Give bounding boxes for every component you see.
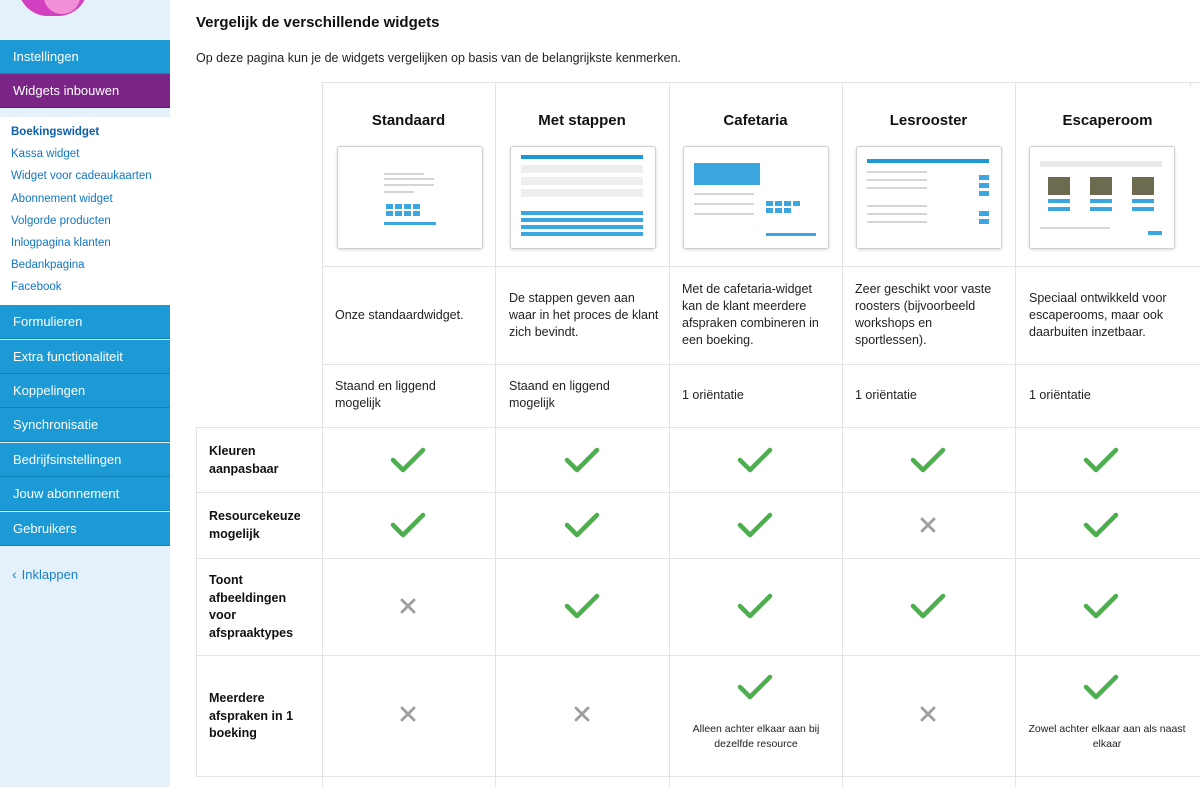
thumb-bar <box>521 218 643 222</box>
check-icon <box>737 511 773 539</box>
thumb-line <box>521 189 643 197</box>
thumb-btn <box>1048 199 1070 203</box>
check-icon <box>1083 446 1119 474</box>
thumb-btn <box>1090 199 1112 203</box>
sub-item-cadeaukaarten[interactable]: Widget voor cadeaukaarten <box>11 170 152 183</box>
nav-gebruikers[interactable]: Gebruikers <box>0 512 170 546</box>
thumb-line <box>867 213 927 215</box>
thumb-line <box>384 191 414 193</box>
column-header-lesrooster: Lesrooster <box>889 112 968 129</box>
description-met-stappen: De stappen geven aan waar in het proces de klant zich bevindt. <box>509 291 659 339</box>
column-header-escaperoom: Escaperoom <box>1062 112 1153 129</box>
thumb-line <box>521 165 643 173</box>
chevron-left-icon: ‹ <box>12 566 17 582</box>
thumb-block <box>694 163 760 185</box>
check-icon <box>390 511 426 539</box>
thumb-line <box>867 171 927 173</box>
thumb-bar <box>867 159 989 163</box>
grid-hline <box>196 492 1200 493</box>
sub-item-volgorde-producten[interactable]: Volgorde producten <box>11 214 111 227</box>
cross-icon <box>399 705 417 723</box>
column-header-cafetaria: Cafetaria <box>723 112 788 129</box>
note-cafetaria-multi: Alleen achter elkaar aan bij dezelfde resource <box>692 723 820 750</box>
grid-vline <box>669 82 670 787</box>
thumbnail-escaperoom[interactable] <box>1029 146 1175 249</box>
thumb-cell <box>793 201 800 206</box>
check-icon <box>564 446 600 474</box>
orientation-escaperoom: 1 oriëntatie <box>1029 388 1091 402</box>
thumb-line <box>1040 161 1162 167</box>
thumb-cell <box>775 208 782 213</box>
row-label-meerdere-afspraken: Meerdere afspraken in 1 boeking <box>209 691 294 740</box>
grid-hline <box>196 558 1200 559</box>
sub-item-bedankpagina[interactable]: Bedankpagina <box>11 259 85 272</box>
cross-icon <box>573 705 591 723</box>
orientation-standaard: Staand en liggend mogelijk <box>335 379 436 410</box>
orientation-cafetaria: 1 oriëntatie <box>682 388 744 402</box>
description-escaperoom: Speciaal ontwikkeld voor escaperooms, maar ook daarbuiten inzetbaar. <box>1029 291 1167 339</box>
grid-hline <box>196 776 1200 777</box>
thumb-cell <box>404 204 411 209</box>
orientation-lesrooster: 1 oriëntatie <box>855 388 917 402</box>
check-icon <box>737 673 773 701</box>
thumb-cell <box>775 201 782 206</box>
sub-item-boekingswidget[interactable]: Boekingswidget <box>11 126 100 138</box>
thumb-btn <box>1132 207 1154 211</box>
thumb-line <box>694 203 754 205</box>
thumb-line <box>867 205 927 207</box>
thumb-cell <box>766 208 773 213</box>
thumb-bar <box>384 222 436 225</box>
check-icon <box>564 511 600 539</box>
grid-hline <box>322 82 1200 83</box>
thumbnail-lesrooster[interactable] <box>856 146 1002 249</box>
thumb-btn <box>979 183 989 188</box>
thumb-bar <box>521 155 643 159</box>
thumb-cell <box>413 204 420 209</box>
thumb-cell <box>404 211 411 216</box>
check-icon <box>737 592 773 620</box>
page-title: Vergelijk de verschillende widgets <box>196 14 440 31</box>
check-icon <box>390 446 426 474</box>
logo[interactable] <box>0 0 100 22</box>
thumb-btn <box>1132 199 1154 203</box>
thumb-btn <box>1048 207 1070 211</box>
note-escaperoom-multi: Zowel achter elkaar aan als naast elkaar <box>1028 723 1186 750</box>
cross-icon <box>399 597 417 615</box>
nav-widgets-inbouwen[interactable]: Widgets inbouwen <box>0 74 170 108</box>
grid-vline <box>196 427 197 776</box>
check-icon <box>910 446 946 474</box>
thumb-image <box>1132 177 1154 195</box>
nav-synchronisatie[interactable]: Synchronisatie <box>0 408 170 442</box>
thumb-line <box>384 184 434 186</box>
sub-nav-list <box>0 117 170 305</box>
thumb-line <box>694 193 754 195</box>
thumb-btn <box>1148 231 1162 235</box>
thumbnail-standaard[interactable] <box>337 146 483 249</box>
cross-icon <box>919 516 937 534</box>
thumb-image <box>1090 177 1112 195</box>
grid-hline <box>322 364 1200 365</box>
page-subtitle: Op deze pagina kun je de widgets vergelijken op basis van de belangrijkste kenmerken. <box>196 51 682 65</box>
thumb-cell <box>395 211 402 216</box>
cross-icon <box>919 705 937 723</box>
orientation-met-stappen: Staand en liggend mogelijk <box>509 379 610 410</box>
sub-item-inlogpagina[interactable]: Inlogpagina klanten <box>11 236 111 249</box>
nav-instellingen[interactable]: Instellingen <box>0 40 170 74</box>
thumb-line <box>867 221 927 223</box>
thumb-cell <box>386 211 393 216</box>
check-icon <box>1083 592 1119 620</box>
thumb-btn <box>979 211 989 216</box>
thumb-line <box>384 178 434 180</box>
thumb-bar <box>521 211 643 215</box>
description-lesrooster: Zeer geschikt voor vaste roosters (bijvoorbeeld workshops en sportlessen). <box>855 282 992 347</box>
thumb-line <box>384 173 424 175</box>
grid-hline <box>196 655 1200 656</box>
thumb-cell <box>784 208 791 213</box>
row-label-resourcekeuze: Resourcekeuze mogelijk <box>209 509 301 541</box>
thumb-image <box>1048 177 1070 195</box>
check-icon <box>910 592 946 620</box>
thumb-btn <box>979 219 989 224</box>
thumb-bar <box>521 232 643 236</box>
grid-vline <box>842 82 843 787</box>
description-cafetaria: Met de cafetaria-widget kan de klant meerdere afspraken combineren in een boeking. <box>682 282 819 347</box>
collapse-label: Inklappen <box>21 567 79 582</box>
thumb-btn <box>1090 207 1112 211</box>
column-header-standaard: Standaard <box>371 112 446 129</box>
thumb-line <box>521 177 643 185</box>
grid-hline <box>322 266 1200 267</box>
thumb-cell <box>386 204 393 209</box>
thumb-cell <box>784 201 791 206</box>
thumb-line <box>694 213 754 215</box>
sidebar <box>0 0 170 787</box>
check-icon <box>1083 673 1119 701</box>
thumb-line <box>867 187 927 189</box>
thumb-bar <box>521 225 643 229</box>
sub-item-abonnement-widget[interactable]: Abonnement widget <box>11 192 113 205</box>
check-icon <box>1083 511 1119 539</box>
grid-vline <box>1015 82 1016 787</box>
row-label-afbeeldingen: Toont afbeeldingen voor afspraaktypes <box>209 573 294 640</box>
column-header-met-stappen: Met stappen <box>538 112 626 129</box>
thumbnail-met-stappen[interactable] <box>510 146 656 249</box>
check-icon <box>737 446 773 474</box>
nav-jouw-abonnement[interactable]: Jouw abonnement <box>0 477 170 511</box>
description-standaard: Onze standaardwidget. <box>335 308 464 322</box>
nav-extra-functionaliteit[interactable]: Extra functionaliteit <box>0 340 170 374</box>
grid-hline <box>196 427 1200 428</box>
nav-formulieren[interactable]: Formulieren <box>0 305 170 339</box>
thumb-bar <box>766 233 816 236</box>
grid-vline <box>495 82 496 787</box>
nav-bedrijfsinstellingen[interactable]: Bedrijfsinstellingen <box>0 443 170 477</box>
check-icon <box>564 592 600 620</box>
sub-item-facebook[interactable]: Facebook <box>11 281 62 294</box>
collapse-button[interactable] <box>12 566 78 582</box>
thumb-cell <box>413 211 420 216</box>
row-label-kleuren: Kleuren aanpasbaar <box>209 444 279 476</box>
thumb-line <box>867 179 927 181</box>
sub-item-kassa-widget[interactable]: Kassa widget <box>11 148 80 161</box>
thumb-cell <box>395 204 402 209</box>
thumbnail-cafetaria[interactable] <box>683 146 829 249</box>
thumb-btn <box>979 191 989 196</box>
thumb-line <box>1040 227 1110 229</box>
thumb-btn <box>979 175 989 180</box>
nav-koppelingen[interactable]: Koppelingen <box>0 374 170 408</box>
thumb-cell <box>766 201 773 206</box>
grid-vline <box>322 82 323 787</box>
